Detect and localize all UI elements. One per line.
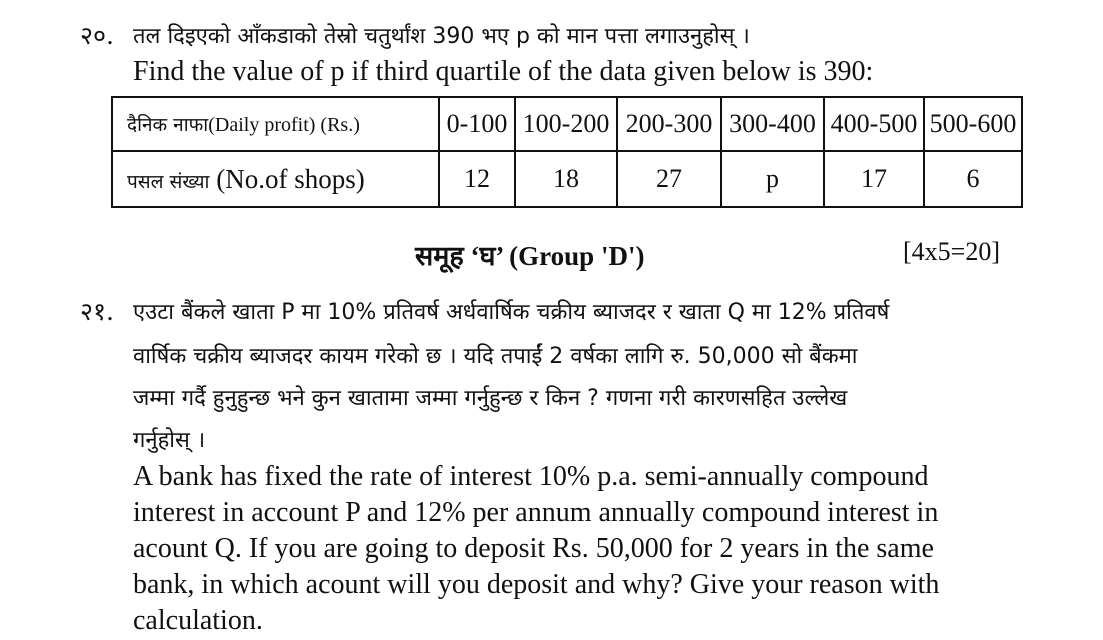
table-row-shops [112,151,1022,207]
row-header-daily-profit: दैनिक नाफा(Daily profit) (Rs.) [112,97,439,151]
group-marks: [4x5=20] [903,237,1000,266]
table-cell: 400-500 [824,97,924,151]
group-heading: समूह ‘घ’ (Group 'D') [415,241,645,271]
question-20-nepali: तल दिइएको आँकडाको तेस्रो चतुर्थांश 390 भए p को मान पत्ता लगाउनुहोस् । [133,24,750,49]
table-cell: 0-100 [439,97,515,151]
question-21-english-line: calculation. [133,605,263,636]
table-cell: 6 [924,151,1022,207]
table-cell: 500-600 [924,97,1022,151]
question-21-nepali-line: जम्मा गर्दै हुनुहुन्छ भने कुन खातामा जम्मा गर्नुहुन्छ र किन ? गणना गरी कारणसहित उल्लेख [133,386,848,411]
table-cell: 300-400 [721,97,824,151]
table-cell: 200-300 [617,97,721,151]
table-cell: 18 [515,151,617,207]
question-21-english-line: interest in account P and 12% per annum annually compound interest in [133,497,939,528]
table-row-profit [112,97,1022,151]
table-cell: 27 [617,151,721,207]
question-20-english: Find the value of p if third quartile of the data given below is 390: [133,56,874,87]
question-21-english-line: bank, in which acount will you deposit and why? Give your reason with [133,569,940,600]
row-header-no-of-shops: पसल संख्या (No.of shops) [112,151,439,207]
data-table [111,96,1023,208]
question-21-nepali-line: गर्नुहोस् । [133,428,206,453]
table-cell: 12 [439,151,515,207]
question-21-english-line: A bank has fixed the rate of interest 10% p.a. semi-annually compound [133,461,929,492]
question-21-english-line: acount Q. If you are going to deposit Rs. 50,000 for 2 years in the same [133,533,934,564]
question-21-nepali-line: एउटा बैंकले खाता P मा 10% प्रतिवर्ष अर्धवार्षिक चक्रीय ब्याजदर र खाता Q मा 12% प्रतिवर्ष [133,300,890,325]
table-cell: p [721,151,824,207]
question-number-21: २१. [80,297,114,326]
table-cell: 100-200 [515,97,617,151]
table-cell: 17 [824,151,924,207]
question-21-nepali-line: वार्षिक चक्रीय ब्याजदर कायम गरेको छ । यदि तपाईं 2 वर्षका लागि रु. 50,000 सो बैंकमा [133,344,858,369]
question-number-20: २०. [80,21,114,50]
